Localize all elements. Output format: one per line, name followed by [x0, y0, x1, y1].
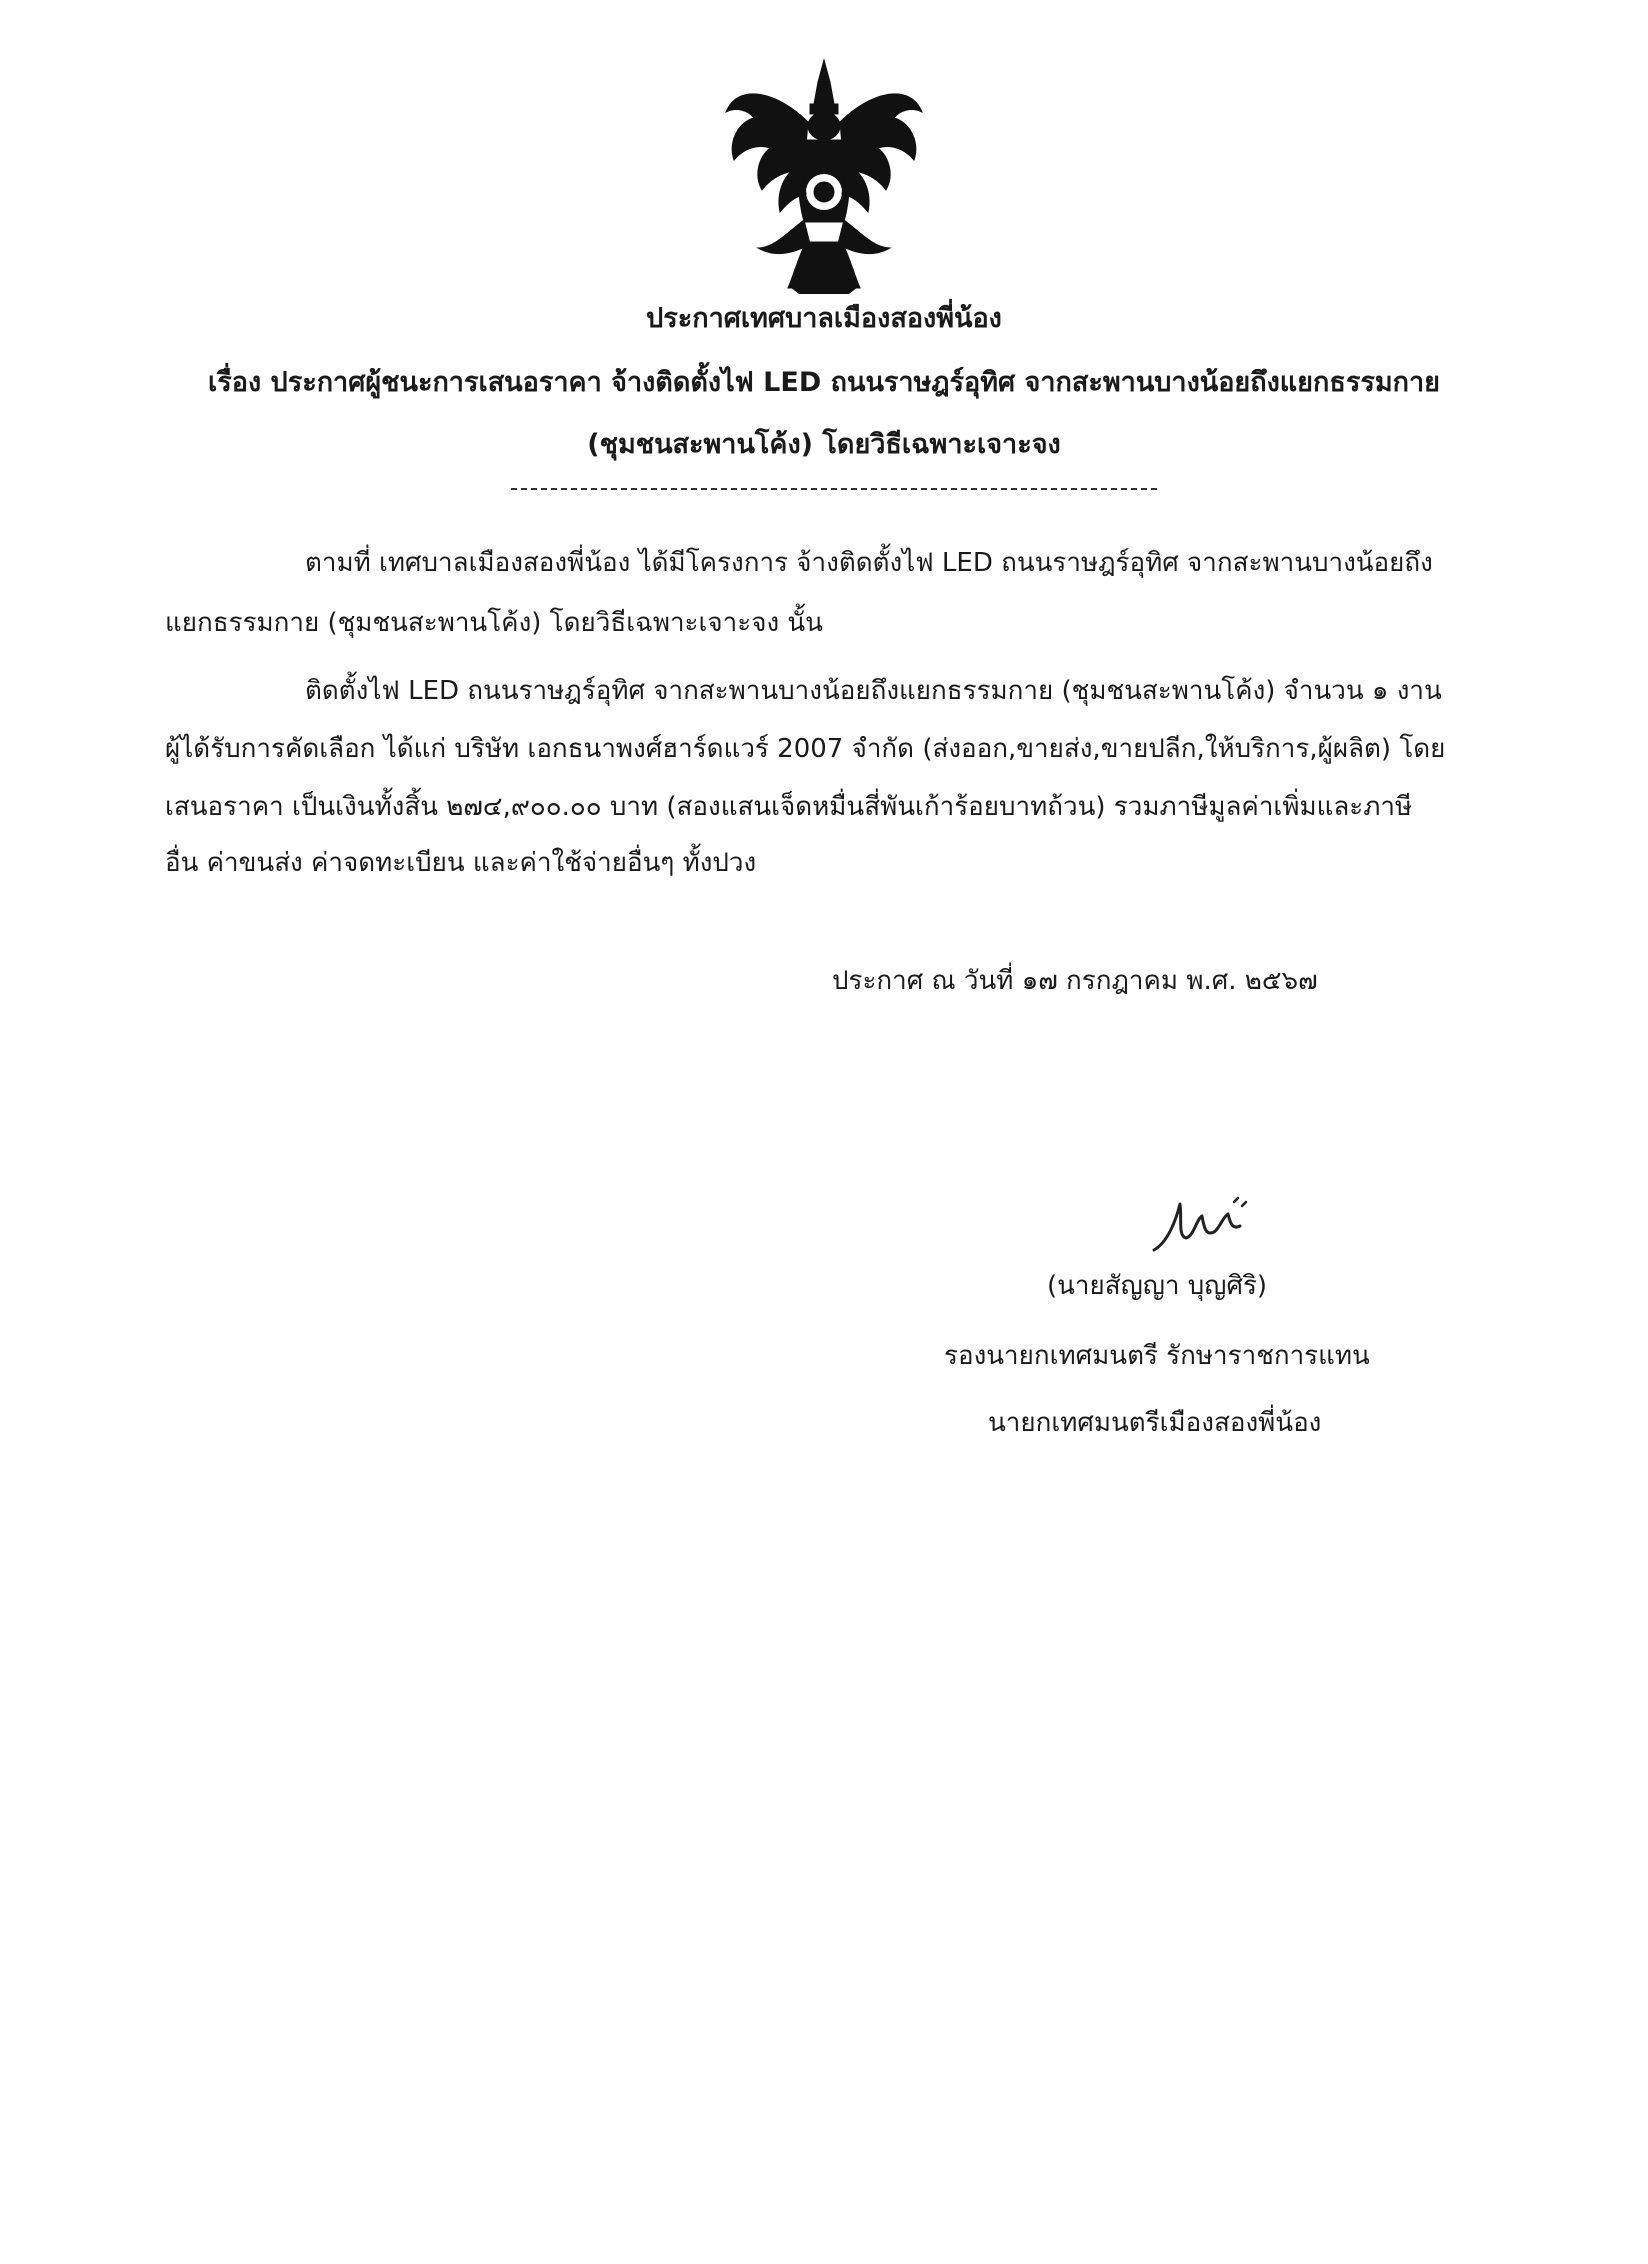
dashed-divider — [511, 488, 1157, 490]
paragraph-2-line-2: ผู้ได้รับการคัดเลือก ได้แก่ บริษัท เอกธนาพงศ์ฮาร์ดแวร์ 2007 จำกัด (ส่งออก,ขายส่ง,ขายปลีก,ให้บริการ,ผู้ผลิต) โดย — [165, 734, 1446, 764]
paragraph-1-line-1: ตามที่ เทศบาลเมืองสองพี่น้อง ได้มีโครงการ จ้างติดตั้งไฟ LED ถนนราษฎร์อุทิศ จากสะพานบางน้อยถึง — [305, 548, 1433, 578]
subject-line-1: เรื่อง ประกาศผู้ชนะการเสนอราคา จ้างติดตั้งไฟ LED ถนนราษฎร์อุทิศ จากสะพานบางน้อยถึงแยกธรรมกาย — [208, 367, 1440, 398]
paragraph-2-line-1: ติดตั้งไฟ LED ถนนราษฎร์อุทิศ จากสะพานบางน้อยถึงแยกธรรมกาย (ชุมชนสะพานโค้ง) จำนวน ๑ งาน — [305, 676, 1442, 706]
paragraph-1-line-2: แยกธรรมกาย (ชุมชนสะพานโค้ง) โดยวิธีเฉพาะเจาะจง นั้น — [165, 608, 823, 638]
garuda-emblem-icon — [718, 52, 930, 294]
signatory-position-2: นายกเทศมนตรีเมืองสองพี่น้อง — [988, 1408, 1322, 1438]
announcement-date: ประกาศ ณ วันที่ ๑๗ กรกฎาคม พ.ศ. ๒๕๖๗ — [832, 966, 1318, 996]
signatory-name: (นายสัญญา บุญศิริ) — [1047, 1271, 1268, 1301]
paragraph-2-line-3: เสนอราคา เป็นเงินทั้งสิ้น ๒๗๔,๙๐๐.๐๐ บาท (สองแสนเจ็ดหมื่นสี่พันเก้าร้อยบาทถ้วน) รวมภาษีมูลค่าเพิ่มและภาษี — [165, 792, 1413, 822]
paragraph-2-line-4: อื่น ค่าขนส่ง ค่าจดทะเบียน และค่าใช้จ่ายอื่นๆ ทั้งปวง — [165, 848, 757, 878]
announcement-title: ประกาศเทศบาลเมืองสองพี่น้อง — [646, 303, 1002, 334]
signatory-position-1: รองนายกเทศมนตรี รักษาราชการแทน — [944, 1341, 1370, 1371]
handwritten-signature-icon — [1150, 1190, 1260, 1260]
subject-line-2: (ชุมชนสะพานโค้ง) โดยวิธีเฉพาะเจาะจง — [587, 429, 1061, 460]
